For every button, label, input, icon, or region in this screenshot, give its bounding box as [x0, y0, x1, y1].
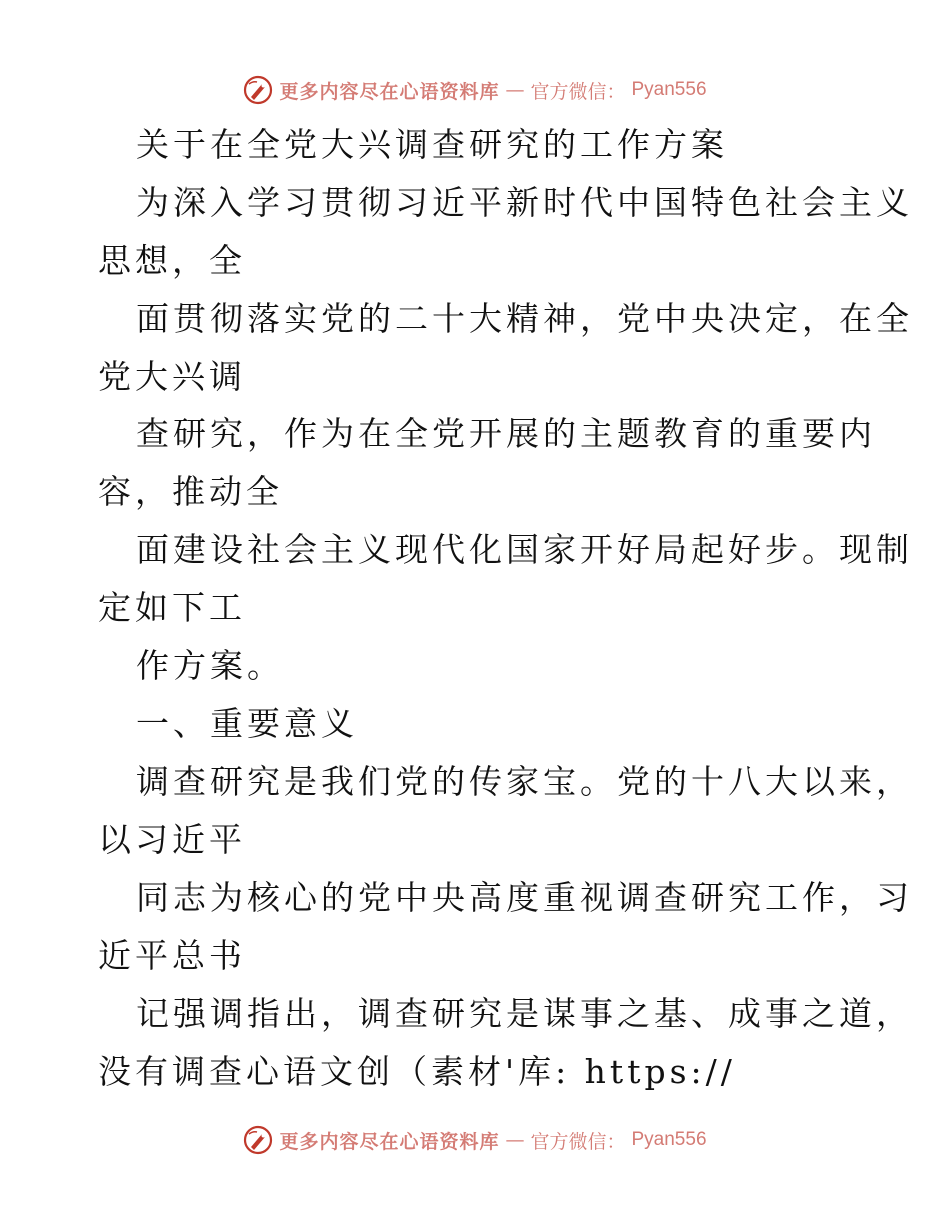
paragraph-line: 定如下工 — [98, 588, 246, 627]
paragraph-line: 同志为核心的党中央高度重视调查研究工作，习 — [136, 878, 913, 917]
header-watermark-banner — [0, 70, 950, 110]
paragraph-line: 面贯彻落实党的二十大精神，党中央决定，在全 — [136, 299, 913, 338]
watermark-wechat-label: 官方微信： — [530, 1130, 626, 1153]
paragraph-line: 作方案。 — [136, 646, 284, 685]
paragraph-line: 查研究，作为在全党开展的主题教育的重要内 — [136, 414, 876, 453]
watermark-text: 更多内容尽在心语资料库 — [279, 80, 500, 103]
watermark-wechat-label: 官方微信： — [530, 80, 626, 103]
paragraph-line: 党大兴调 — [98, 357, 246, 396]
paragraph-line: 没有调查心语文创（素材'库: https:// — [98, 1052, 736, 1091]
section-heading: 一、重要意义 — [136, 704, 358, 743]
watermark-wechat-id: Pyan556 — [631, 1129, 707, 1150]
footer-watermark-banner — [0, 1120, 950, 1160]
document-title: 关于在全党大兴调查研究的工作方案 — [136, 125, 728, 164]
paragraph-line: 容，推动全 — [98, 472, 283, 511]
watermark-separator: — — [505, 79, 525, 101]
paragraph-line: 记强调指出，调查研究是谋事之基、成事之道， — [136, 994, 913, 1033]
watermark-wechat-id: Pyan556 — [631, 79, 707, 100]
pen-nib-logo-icon — [243, 75, 273, 105]
pen-nib-logo-icon — [243, 1125, 273, 1155]
paragraph-line: 为深入学习贯彻习近平新时代中国特色社会主义 — [136, 183, 913, 222]
paragraph-line: 调查研究是我们党的传家宝。党的十八大以来， — [136, 762, 913, 801]
watermark-text: 更多内容尽在心语资料库 — [279, 1130, 500, 1153]
paragraph-line: 思想，全 — [98, 241, 246, 280]
watermark-separator: — — [505, 1129, 525, 1151]
paragraph-line: 面建设社会主义现代化国家开好局起好步。现制 — [136, 530, 913, 569]
paragraph-line: 近平总书 — [98, 936, 246, 975]
paragraph-line: 以习近平 — [98, 820, 246, 859]
